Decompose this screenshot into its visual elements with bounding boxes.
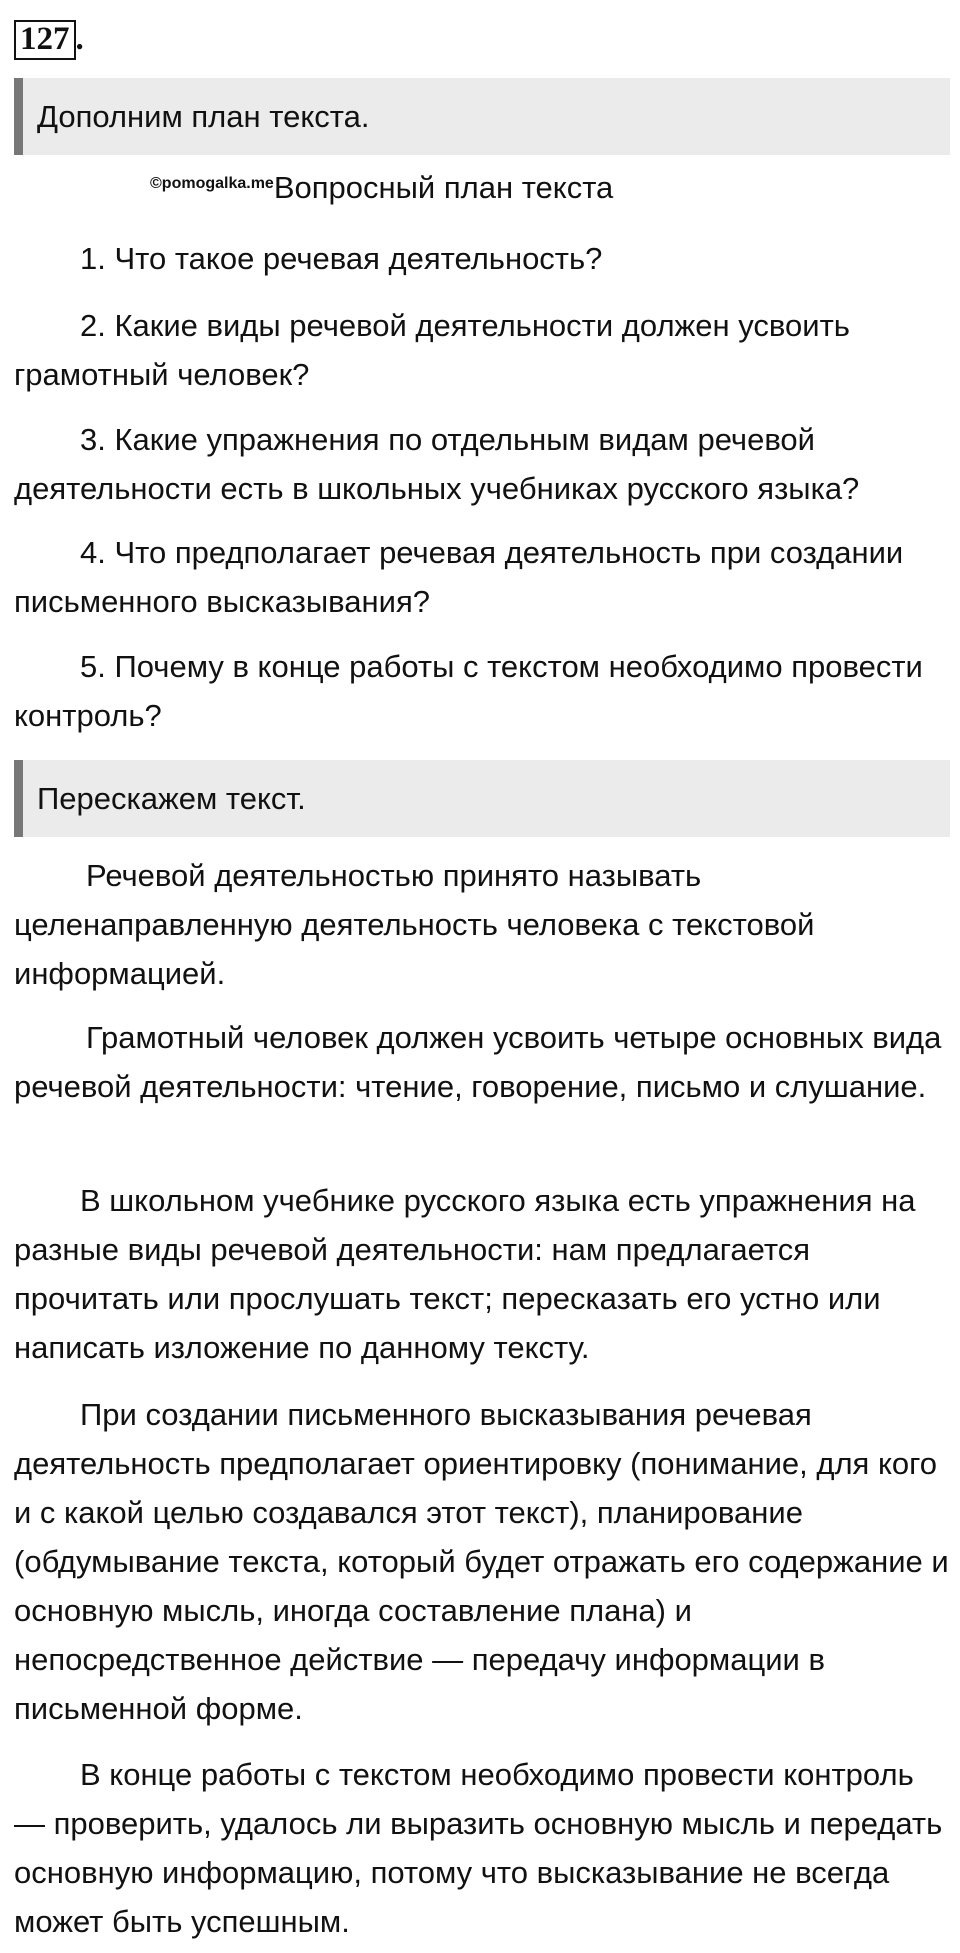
plan-title: Вопросный план текста <box>273 170 614 205</box>
plan-item-4: 4. Что предполагает речевая деятельность при создании письменного высказывания? <box>14 535 904 619</box>
retell-paragraph-1: Речевой деятельностью принято называть целенаправленную деятельность человека с текстовой информацией. <box>14 858 815 991</box>
plan-item-2: 2. Какие виды речевой деятельности должен усвоить грамотный человек? <box>14 308 850 392</box>
task-number-suffix: . <box>75 21 84 57</box>
plan-title-row <box>150 170 613 206</box>
watermark: ©pomogalka.me <box>150 175 274 192</box>
plan-item-3: 3. Какие упражнения по отдельным видам речевой деятельности есть в школьных учебниках русского языка? <box>14 422 860 506</box>
plan-item-1: 1. Что такое речевая деятельность? <box>80 241 603 276</box>
retell-paragraph-3: В школьном учебнике русского языка есть упражнения на разные виды речевой деятельности: нам предлагается прочитать или прослушать текст; пересказать его устно или написать изложение по данному тексту. <box>14 1183 916 1365</box>
section-header-retell: Перескажем текст. <box>14 760 950 837</box>
task-number <box>14 20 84 60</box>
plan-item-5: 5. Почему в конце работы с текстом необходимо провести контроль? <box>14 649 923 733</box>
task-number-box: 127 <box>14 20 76 60</box>
retell-paragraph-2: Грамотный человек должен усвоить четыре основных вида речевой деятельности: чтение, говорение, письмо и слушание. <box>14 1020 942 1104</box>
retell-paragraph-5: В конце работы с текстом необходимо провести контроль — проверить, удалось ли выразить основную мысль и передать основную информацию, потому что высказывание не всегда может быть успешным. <box>14 1757 943 1939</box>
retell-paragraph-4: При создании письменного высказывания речевая деятельность предполагает ориентировку (понимание, для кого и с какой целью создавался этот текст), планирование (обдумывание текста, который будет отражать его содержание и основную мысль, иногда составление плана) и непосредственное действие — передачу информации в письменной форме. <box>14 1397 949 1726</box>
section-header-plan: Дополним план текста. <box>14 78 950 155</box>
